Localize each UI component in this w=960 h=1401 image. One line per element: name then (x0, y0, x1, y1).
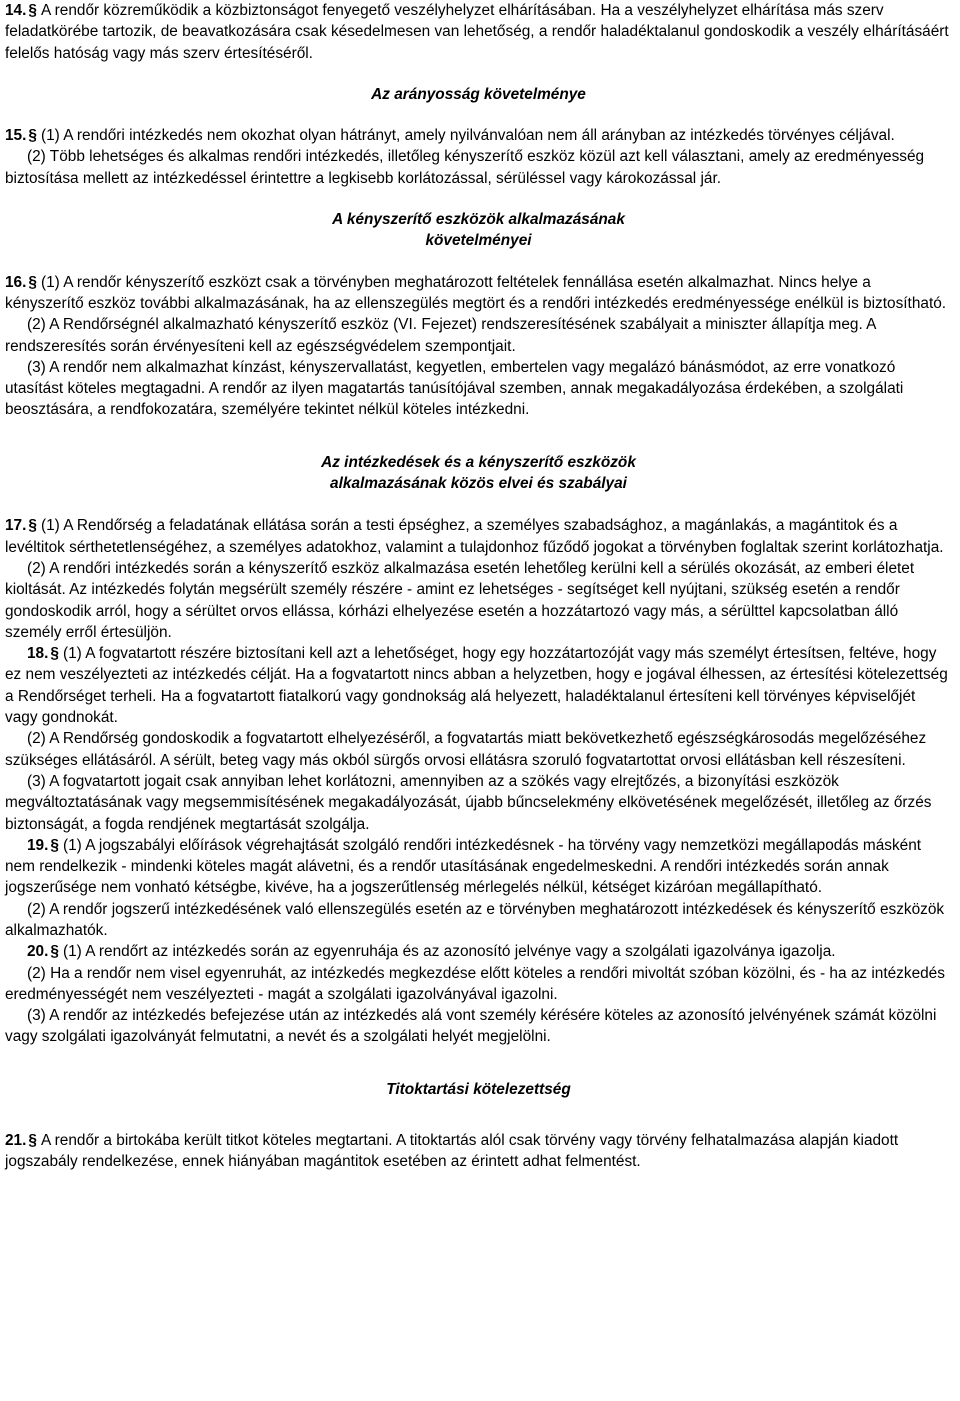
paragraph-text: (1) A Rendőrség a feladatának ellátása során a testi épséghez, a személyes szabadsághoz, a magánlakás, a magántitok és a levéltitok sérthetetlenségéhez, a személyes adatokhoz, valamint a tulajdonhoz fűződő jogokat a törvényben foglaltak szerint korlátozhatja. (5, 517, 944, 556)
paragraph-text: (2) A rendőr jogszerű intézkedésének való ellenszegülés esetén az e törvényben meghatározott intézkedések és kényszerítő eszközök alkalmazhatók. (5, 900, 945, 939)
paragraph-sign-icon[interactable]: § (28, 517, 37, 535)
paragraph-text: (1) A fogvatartott részére biztosítani kell azt a lehetőséget, hogy egy hozzátartozóját vagy más személyt értesítsen, feltéve, hogy ez nem veszélyezteti az intézkedés célját. Ha a fogvatartott nincs abban a helyzetben, hogy e jogával élhessen, az értesítési kötelezettség a Rendőrséget terheli. Ha a fogvatartott fiatalkorú vagy gondnokság alá helyezett, haladéktalanul értesíteni kell törvényes képviselőjét vagy gondnokát. (5, 645, 948, 727)
heading-line: A kényszerítő eszközök alkalmazásának (332, 211, 625, 229)
paragraph-text: (2) Ha a rendőr nem visel egyenruhát, az intézkedés megkezdése előtt köteles a rendőri mivoltát szóban közölni, és - ha az intézkedés eredményességét nem veszélyezteti - magát a szolgálati igazolványával igazolni. (5, 964, 945, 1003)
subsection-paragraph (5, 357, 952, 421)
heading-line: Az intézkedések és a kényszerítő eszközök (321, 453, 636, 471)
section-paragraph (5, 0, 952, 64)
section-heading (5, 452, 952, 495)
paragraph-sign-icon[interactable]: § (50, 943, 59, 961)
paragraph-text: (1) A rendőri intézkedés nem okozhat olyan hátrányt, amely nyilvánvalóan nem áll arányban az intézkedés törvényes céljával. (40, 127, 895, 145)
section-number: 17. (5, 517, 27, 535)
paragraph-sign-icon[interactable]: § (28, 2, 37, 19)
subsection-paragraph (5, 1005, 952, 1048)
paragraph-sign-icon[interactable]: § (50, 836, 59, 854)
section-heading (5, 84, 952, 105)
section-number: 18. (27, 645, 49, 663)
subsection-paragraph (5, 728, 952, 771)
paragraph-text: (1) A jogszabályi előírások végrehajtását szolgáló rendőri intézkedésnek - ha törvény vagy nemzetközi megállapodás másként nem rendelkezik - mindenki köteles magát alávetni, és a rendőr utasításának engedelmeskedni. A rendőri intézkedés során annak jogszerűsége nem vonható kétségbe, kivéve, ha a jogszerűtlenség mérlegelés nélkül, kétséget kizáróan megállapítható. (5, 836, 922, 897)
paragraph-sign-icon[interactable]: § (28, 273, 37, 291)
paragraph-text: (3) A fogvatartott jogait csak annyiban lehet korlátozni, amennyiben az a szökés vagy elrejtőzés, a bizonyítási eszközök megváltoztatásának vagy megsemmisítésének megakadályozását, újabb bűncselekmény elkövetésének megelőzését, illetőleg az őrzés biztonságát, a fogda rendjének megtartását szolgálja. (5, 772, 932, 833)
heading-line: Az arányosság követelménye (371, 85, 586, 103)
subsection-paragraph (5, 963, 952, 1006)
heading-line: Titoktartási kötelezettség (386, 1080, 571, 1098)
section-number: 15. (5, 127, 27, 145)
section-heading (5, 1079, 952, 1100)
subsection-paragraph (5, 899, 952, 942)
section-number: 19. (27, 836, 49, 854)
section-number: 14. (5, 2, 27, 19)
section-paragraph (5, 643, 952, 728)
section-paragraph (5, 272, 952, 315)
subsection-paragraph (5, 558, 952, 643)
paragraph-sign-icon[interactable]: § (50, 645, 59, 663)
paragraph-text: (3) A rendőr nem alkalmazhat kínzást, kényszervallatást, kegyetlen, embertelen vagy megalázó bánásmódot, az erre vonatkozó utasítást köteles megtagadni. A rendőr az ilyen magatartás tanúsítójával szemben, annak megakadályozása érdekében, a szolgálati beosztására, a rendfokozatára, személyére tekintet nélkül köteles intézkedni. (5, 358, 904, 419)
subsection-paragraph (5, 146, 952, 189)
paragraph-text: (1) A rendőrt az intézkedés során az egyenruhája és az azonosító jelvénye vagy a szolgálati igazolványa igazolja. (62, 943, 836, 961)
section-paragraph (5, 835, 952, 899)
paragraph-text: (2) A Rendőrségnél alkalmazható kényszerítő eszköz (VI. Fejezet) rendszeresítésének szabályait a miniszter állapítja meg. A rendszeresítés során érvényesíteni kell az egészségvédelem szempontjait. (5, 316, 876, 355)
paragraph-text: A rendőr közreműködik a közbiztonságot fenyegető veszélyhelyzet elhárításában. Ha a veszélyhelyzet elhárítása más szerv feladatkörébe tartozik, de beavatkozására csak késedelmesen van lehetőség, a rendőr haladéktalanul gondoskodik a veszély elhárításáért felelős hatóság vagy más szerv értesítéséről. (5, 2, 949, 62)
section-number: 21. (5, 1132, 27, 1150)
paragraph-text: A rendőr a birtokába került titkot köteles megtartani. A titoktartás alól csak törvény vagy törvény felhatalmazása alapján kiadott jogszabály rendelkezése, ennek hiányában magántitok esetében az érintett adhat felmentést. (5, 1132, 899, 1171)
subsection-paragraph (5, 314, 952, 357)
paragraph-text: (3) A rendőr az intézkedés befejezése után az intézkedés alá vont személy kérésére köteles az azonosító jelvényének számát közölni vagy szolgálati igazolványát felmutatni, a nevét és a szolgálati helyét megjelölni. (5, 1007, 937, 1046)
section-number: 16. (5, 273, 27, 291)
section-heading (5, 209, 952, 252)
heading-line: alkalmazásának közös elvei és szabályai (330, 475, 627, 493)
paragraph-sign-icon[interactable]: § (28, 1132, 37, 1150)
section-number: 20. (27, 943, 49, 961)
paragraph-sign-icon[interactable]: § (28, 127, 37, 145)
heading-line: követelményei (425, 232, 532, 250)
paragraph-text: (1) A rendőr kényszerítő eszközt csak a törvényben meghatározott feltételek fennállása esetén alkalmazhat. Nincs helye a kényszerítő eszköz további alkalmazásának, ha az ellenszegülés megtört és a rendőri intézkedés eredményessége enélkül is biztosítható. (5, 273, 947, 312)
section-paragraph (5, 941, 952, 962)
paragraph-text: (2) A Rendőrség gondoskodik a fogvatartott elhelyezéséről, a fogvatartás miatt bekövetkezhető egészségkárosodás megelőzéséhez szükséges ellátásáról. A sérült, beteg vagy más okból sürgős orvosi ellátásra szoruló fogvatartottat orvosi ellátásban kell részesíteni. (5, 730, 927, 769)
paragraph-text: (2) A rendőri intézkedés során a kényszerítő eszköz alkalmazása esetén lehetőleg kerülni kell a sérülés okozását, az emberi életet kioltását. Az intézkedés folytán megsérült személy részére - amint ez lehetséges - segítséget kell nyújtani, szükség esetén a rendőr gondoskodik arról, hogy a sérültet orvos ellássa, kórházi elhelyezése esetén a hozzátartozó vagy más, a sérülttel kapcsolatban álló személy erről értesüljön. (5, 559, 915, 641)
section-paragraph (5, 515, 952, 558)
section-paragraph (5, 1130, 952, 1173)
subsection-paragraph (5, 771, 952, 835)
paragraph-text: (2) Több lehetséges és alkalmas rendőri intézkedés, illetőleg kényszerítő eszköz közül azt kell választani, amely az eredményesség biztosítása mellett az intézkedéssel érintettre a legkisebb korlátozással, sérüléssel vagy károkozással jár. (5, 148, 925, 187)
section-paragraph (5, 125, 952, 146)
